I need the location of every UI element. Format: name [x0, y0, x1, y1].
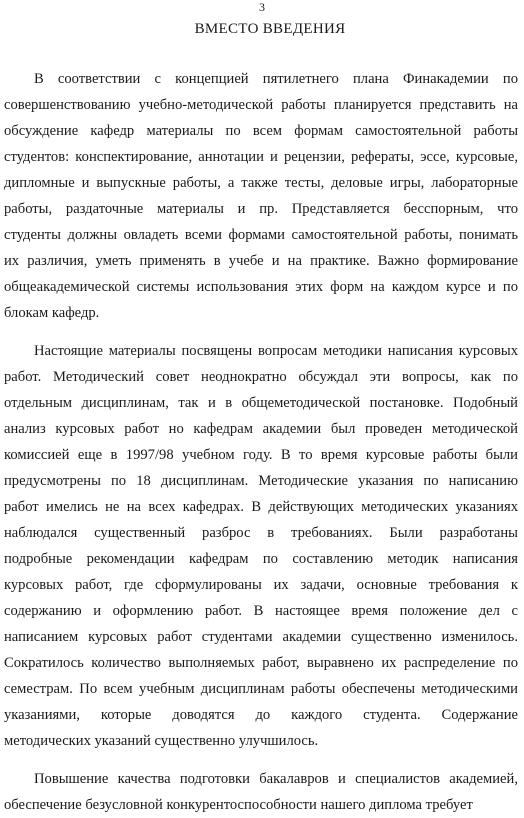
text-line: наблюдался существенный разброс в требованиях. Были разработаны	[4, 525, 518, 541]
text-line: их различия, уметь применять в учебе и на практике. Важно формирование	[4, 253, 518, 269]
text-line: работ. Методический совет неоднократно обсуждал эти вопросы, как по	[4, 369, 518, 385]
text-line: предусмотрены по 18 дисциплинам. Методические указания по написанию	[4, 473, 518, 489]
text-line: Сократилось количество выполняемых работ, выравнено их распределение по	[4, 655, 518, 671]
text-line: написанием курсовых работ студентами академии существенно изменилось.	[4, 629, 518, 645]
text-line: семестрам. По всем учебным дисциплинам работы обеспечены методическими	[4, 681, 518, 697]
text-line: Настоящие материалы посвящены вопросам методики написания курсовых	[34, 343, 518, 359]
paragraph	[4, 66, 518, 326]
text-line: обеспечение безусловной конкурентоспособности нашего диплома требует	[4, 797, 473, 813]
text-line: дипломные и выпускные работы, а также тесты, деловые игры, лабораторные	[4, 175, 518, 191]
text-line: студентов: конспектирование, аннотации и рецензии, рефераты, эссе, курсовые,	[4, 149, 518, 165]
text-line: работы, раздаточные материалы и пр. Представляется бесспорным, что	[4, 201, 518, 217]
text-line: комиссией еще в 1997/98 учебном году. В то время курсовые работы были	[4, 447, 518, 463]
text-line: работ имелись не на всех кафедрах. В действующих методических указаниях	[4, 499, 518, 515]
text-line: содержанию и оформлению работ. В настоящее время положение дел с	[4, 603, 518, 619]
text-line: Повышение качества подготовки бакалавров и специалистов академией,	[34, 771, 518, 787]
text-line: В соответствии с концепцией пятилетнего плана Финакадемии по	[34, 71, 518, 87]
page-number: 3	[259, 0, 265, 14]
text-line: курсовых работ, где сформулированы их задачи, основные требования к	[4, 577, 518, 593]
text-line: общеакадемической системы использования этих форм на каждом курсе и по	[4, 279, 518, 295]
text-line: блокам кафедр.	[4, 305, 100, 321]
text-line: совершенствованию учебно-методической работы планируется представить на	[4, 97, 518, 113]
paragraph	[4, 766, 518, 818]
text-line: отдельным дисциплинам, так и в общеметодической постановке. Подобный	[4, 395, 518, 411]
body-text	[4, 66, 518, 818]
text-line: анализ курсовых работ но кафедрам академии был проведен методической	[4, 421, 518, 437]
paragraph	[4, 338, 518, 754]
text-line: указаниями, которые доводятся до каждого студента. Содержание	[4, 707, 518, 723]
text-line: обсуждение кафедр материалы по всем формам самостоятельной работы	[4, 123, 518, 139]
section-heading: ВМЕСТО ВВЕДЕНИЯ	[194, 21, 346, 37]
text-line: студенты должны овладеть всеми формами самостоятельной работы, понимать	[4, 227, 518, 243]
text-line: подробные рекомендации кафедрам по составлению методик написания	[4, 551, 518, 567]
text-line: методических указаний существенно улучшилось.	[4, 733, 319, 749]
